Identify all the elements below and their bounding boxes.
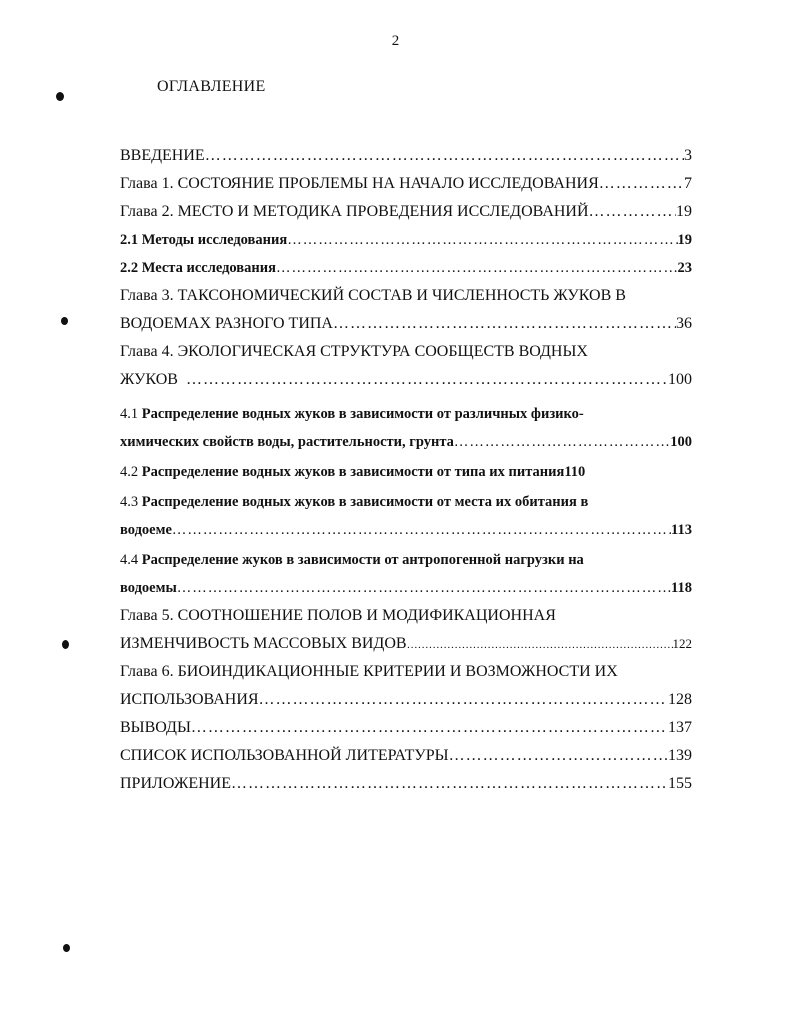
toc-entry-section-4-1-line1[interactable]: [120, 400, 692, 428]
toc-entry-label: Глава 2. МЕСТО И МЕТОДИКА ПРОВЕДЕНИЯ ИССЛЕДОВАНИЙ: [120, 203, 589, 220]
table-of-contents: [120, 142, 692, 798]
toc-entry-page: 110: [564, 464, 586, 480]
toc-entry-label: Распределение водных жуков в зависимости от типа их питания: [138, 464, 565, 480]
toc-entry-page: 113: [671, 522, 692, 538]
toc-entry-label: водоемы: [120, 580, 177, 596]
toc-entry-label: Распределение водных жуков в зависимости от места их обитания в: [138, 494, 589, 510]
toc-entry-page: 137: [668, 719, 692, 736]
toc-entry-chapter-5-line1[interactable]: [120, 602, 692, 630]
toc-entry-page: 128: [668, 691, 692, 708]
toc-entry-chapter-5[interactable]: [120, 630, 692, 658]
section-number: 4.1: [120, 406, 139, 422]
toc-entry-section-4-4-line1[interactable]: [120, 546, 692, 574]
toc-entry-chapter-3[interactable]: [120, 310, 692, 338]
toc-entry-section-4-4[interactable]: [120, 574, 692, 602]
toc-entry-label: химических свойств воды, растительности, грунта: [120, 434, 454, 450]
toc-entry-label: ИСПОЛЬЗОВАНИЯ: [120, 691, 259, 708]
toc-entry-page: 100: [670, 434, 692, 450]
section-number: 4.2: [120, 464, 139, 480]
toc-entry-label: ПРИЛОЖЕНИЕ: [120, 775, 232, 792]
toc-entry-section-4-1[interactable]: [120, 428, 692, 456]
toc-entry-section-2-1[interactable]: [120, 226, 692, 254]
toc-entry-chapter-1[interactable]: [120, 170, 692, 198]
toc-entry-page: 3: [684, 147, 692, 164]
toc-entry-chapter-4[interactable]: [120, 366, 692, 394]
toc-entry-section-4-3-line1[interactable]: [120, 488, 692, 516]
toc-entry-label: Глава 1. СОСТОЯНИЕ ПРОБЛЕМЫ НА НАЧАЛО ИССЛЕДОВАНИЯ: [120, 175, 599, 192]
toc-entry-label: Глава 6. БИОИНДИКАЦИОННЫЕ КРИТЕРИИ И ВОЗМОЖНОСТИ ИХ: [120, 663, 618, 680]
toc-entry-section-4-2[interactable]: [120, 458, 692, 486]
toc-entry-label: водоеме: [120, 522, 172, 538]
toc-entry-label: ИЗМЕНЧИВОСТЬ МАССОВЫХ ВИДОВ: [120, 635, 407, 652]
toc-entry-label: Распределение водных жуков в зависимости от различных физико-: [138, 406, 584, 422]
binder-hole-mark: [56, 92, 64, 101]
toc-entry-page: 23: [677, 260, 692, 276]
toc-entry-chapter-4-line1[interactable]: [120, 338, 692, 366]
page-number: 2: [391, 33, 400, 49]
toc-entry-label: ВЫВОДЫ: [120, 719, 191, 736]
toc-entry-page: 19: [677, 232, 692, 248]
toc-heading: ОГЛАВЛЕНИЕ: [157, 78, 266, 95]
toc-entry-intro[interactable]: [120, 142, 692, 170]
toc-entry-page: 155: [668, 775, 692, 792]
toc-entry-label: 2.1 Методы исследования: [120, 232, 288, 248]
toc-entry-chapter-2[interactable]: [120, 198, 692, 226]
toc-entry-label: СПИСОК ИСПОЛЬЗОВАННОЙ ЛИТЕРАТУРЫ: [120, 747, 449, 764]
toc-entry-label: Глава 4. ЭКОЛОГИЧЕСКАЯ СТРУКТУРА СООБЩЕСТВ ВОДНЫХ: [120, 343, 588, 360]
section-number: 4.4: [120, 552, 139, 568]
toc-entry-label: Глава 5. СООТНОШЕНИЕ ПОЛОВ И МОДИФИКАЦИОННАЯ: [120, 607, 556, 624]
toc-entry-label: Распределение жуков в зависимости от антропогенной нагрузки на: [138, 552, 584, 568]
toc-entry-label: ЖУКОВ: [120, 371, 186, 388]
toc-entry-conclusions[interactable]: [120, 714, 692, 742]
section-number: 4.3: [120, 494, 139, 510]
toc-entry-label: 2.2 Места исследования: [120, 260, 276, 276]
toc-entry-page: 122: [672, 636, 692, 651]
toc-entry-chapter-6[interactable]: [120, 686, 692, 714]
toc-entry-page: 19: [676, 203, 692, 220]
toc-entry-page: 36: [676, 315, 692, 332]
toc-entry-section-4-3[interactable]: [120, 516, 692, 544]
toc-entry-appendix[interactable]: [120, 770, 692, 798]
toc-entry-label: ВОДОЕМАХ РАЗНОГО ТИПА: [120, 315, 333, 332]
toc-entry-page: 118: [671, 580, 692, 596]
toc-entry-label: Глава 3. ТАКСОНОМИЧЕСКИЙ СОСТАВ И ЧИСЛЕННОСТЬ ЖУКОВ В: [120, 287, 626, 304]
binder-hole-mark: [62, 640, 69, 649]
toc-entry-section-2-2[interactable]: [120, 254, 692, 282]
binder-hole-mark: [63, 944, 70, 952]
toc-entry-page: 139: [668, 747, 692, 764]
binder-hole-mark: [61, 317, 68, 325]
toc-entry-chapter-3-line1[interactable]: [120, 282, 692, 310]
toc-entry-page: 7: [684, 175, 692, 192]
toc-entry-references[interactable]: [120, 742, 692, 770]
toc-entry-chapter-6-line1[interactable]: [120, 658, 692, 686]
toc-entry-page: 100: [668, 371, 692, 388]
toc-entry-label: ВВЕДЕНИЕ: [120, 147, 205, 164]
